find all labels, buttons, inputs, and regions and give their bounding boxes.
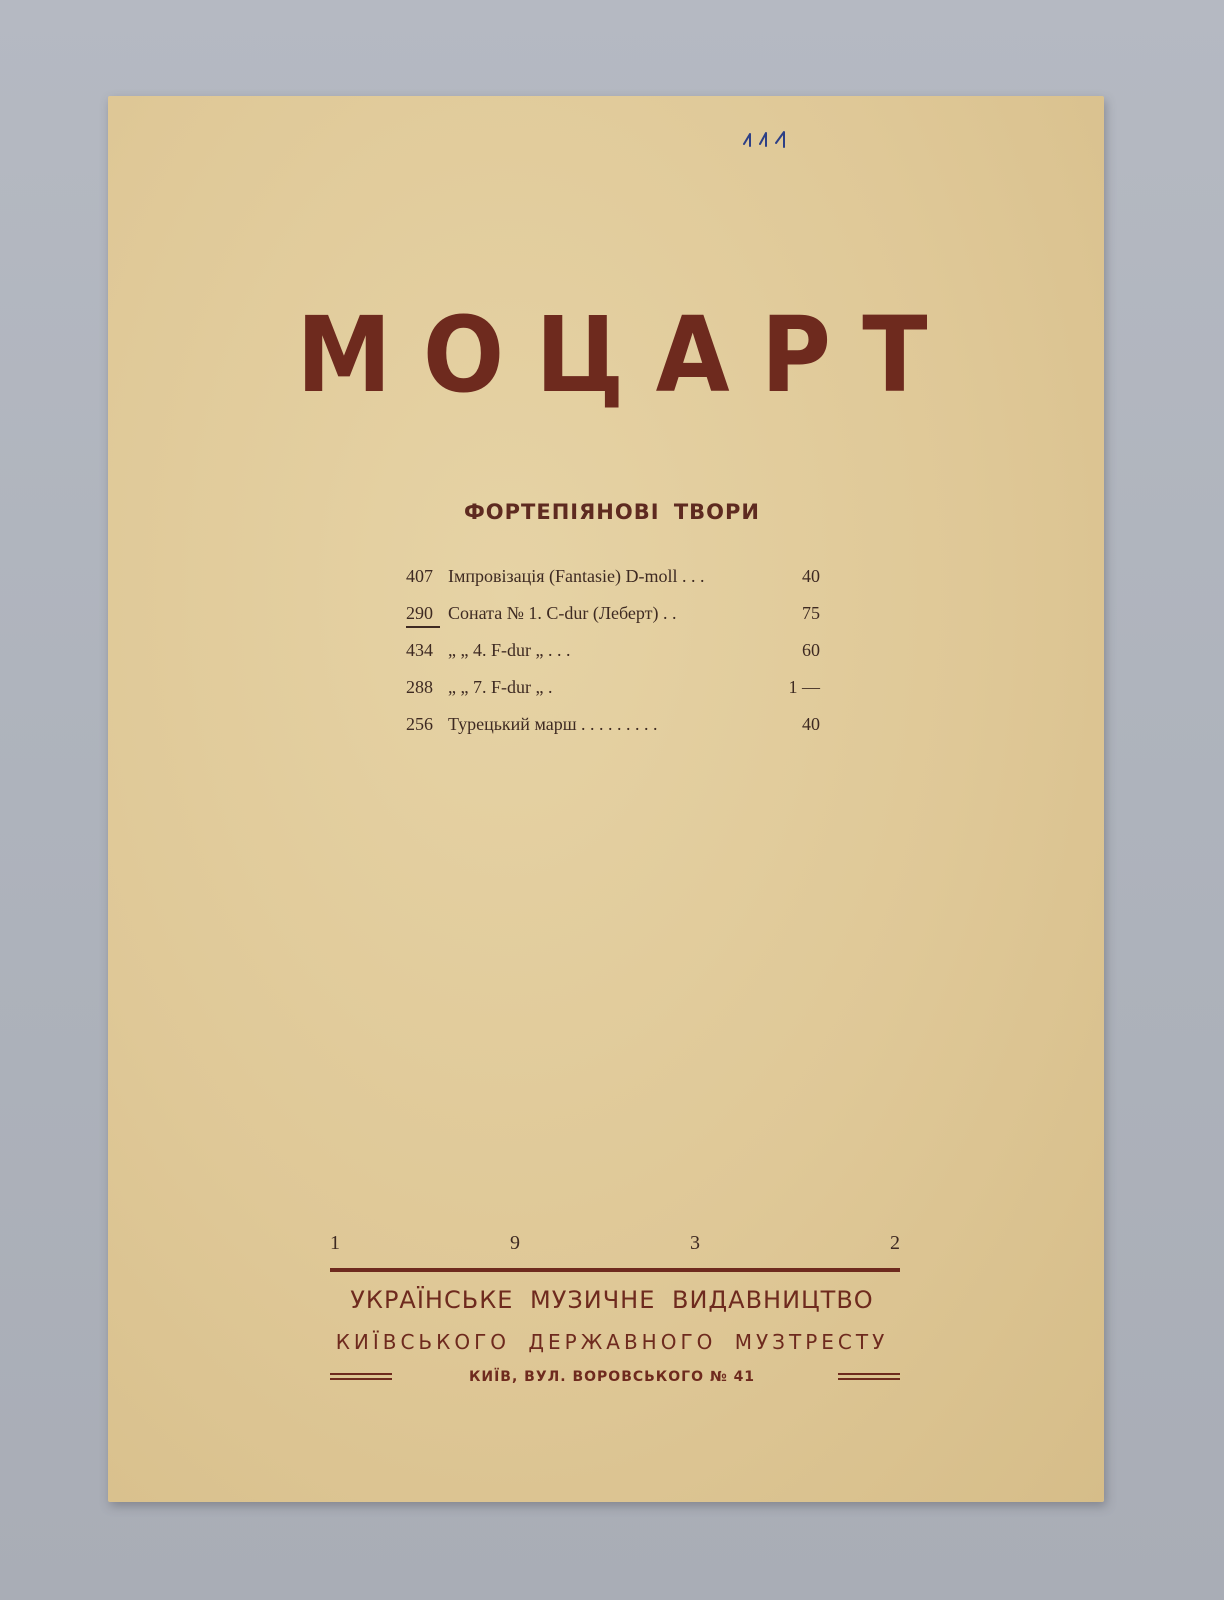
year-digit: 9 bbox=[510, 1232, 520, 1254]
catalog-title: Соната № 1. C-dur (Леберт) . . bbox=[448, 603, 677, 623]
composer-title: МОЦАРТ bbox=[296, 294, 959, 416]
collection-subtitle: ФОРТЕПІЯНОВІ ТВОРИ bbox=[463, 500, 760, 524]
catalog-title: „ „ 7. F-dur „ . bbox=[448, 677, 553, 697]
catalog-price: 75 bbox=[802, 603, 820, 623]
year-digit: 2 bbox=[890, 1232, 900, 1254]
catalog-number: 256 bbox=[406, 714, 433, 734]
handwritten-number bbox=[740, 128, 796, 150]
catalog-title: Імпровізація (Fantasie) D-moll . . . bbox=[448, 566, 705, 586]
catalog-price: 1 — bbox=[788, 677, 820, 697]
catalog-number: 288 bbox=[406, 677, 433, 697]
divider-rule bbox=[330, 1268, 900, 1272]
publisher-trust: КИЇВСЬКОГО ДЕРЖАВНОГО МУЗТРЕСТУ bbox=[335, 1330, 889, 1354]
catalog-row bbox=[406, 603, 820, 640]
publisher-address: КИЇВ, ВУЛ. ВОРОВСЬКОГО № 41 bbox=[468, 1369, 756, 1385]
catalog-price: 60 bbox=[802, 640, 820, 660]
catalog-price: 40 bbox=[802, 566, 820, 586]
catalog-row bbox=[406, 714, 820, 751]
catalog-number: 290 bbox=[406, 603, 433, 623]
catalog-title: „ „ 4. F-dur „ . . . bbox=[448, 640, 571, 660]
year-digit: 1 bbox=[330, 1232, 340, 1254]
catalog-number: 407 bbox=[406, 566, 433, 586]
pencil-underline bbox=[406, 626, 440, 628]
catalog-row bbox=[406, 566, 820, 603]
right-ornament bbox=[838, 1373, 900, 1385]
catalog-price: 40 bbox=[802, 714, 820, 734]
publisher-name: УКРАЇНСЬКЕ МУЗИЧНЕ ВИДАВНИЦТВО bbox=[350, 1286, 874, 1314]
year-digit: 3 bbox=[690, 1232, 700, 1254]
catalog-number: 434 bbox=[406, 640, 433, 660]
catalog-row bbox=[406, 640, 820, 677]
catalog-row bbox=[406, 677, 820, 714]
catalog-list bbox=[406, 566, 820, 751]
catalog-title: Турецький марш . . . . . . . . . bbox=[448, 714, 658, 734]
